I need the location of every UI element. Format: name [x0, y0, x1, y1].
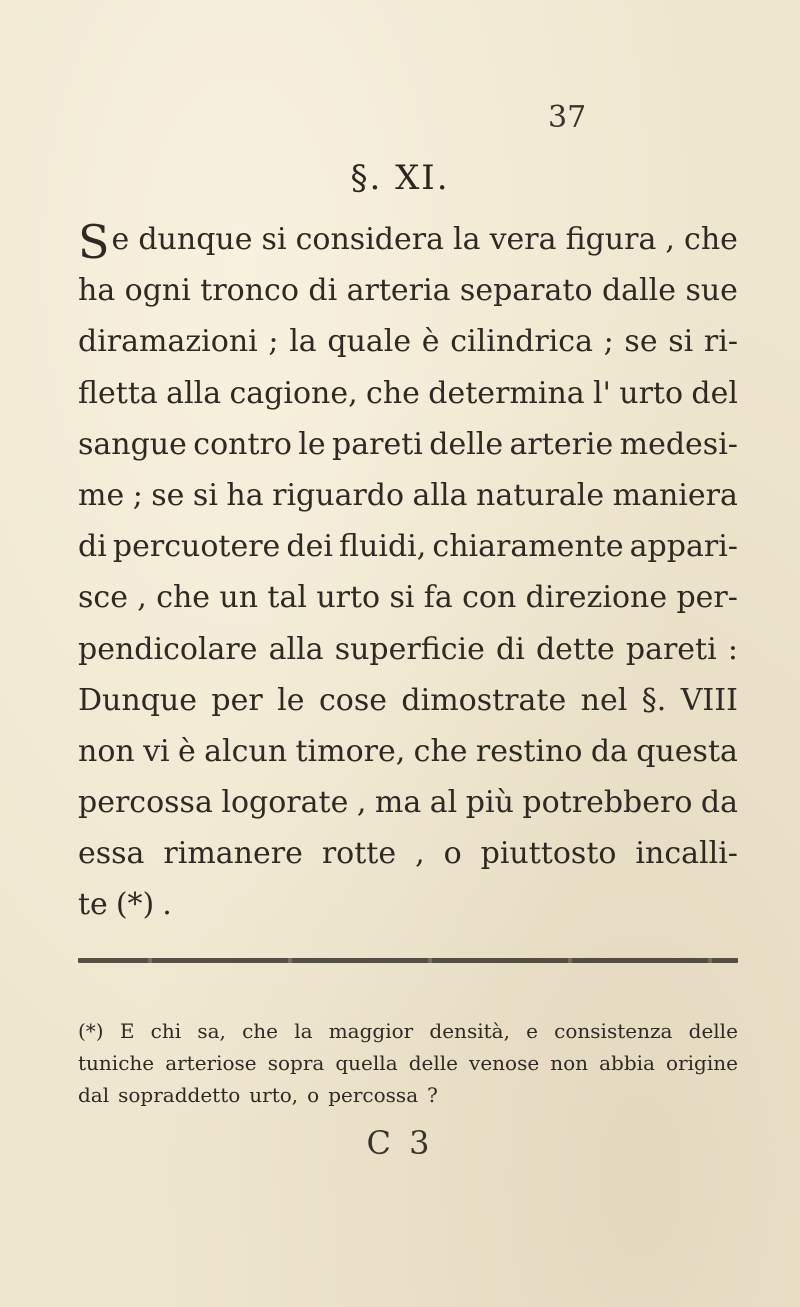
word: arteria: [346, 273, 451, 309]
word: cose: [318, 682, 387, 718]
word: delle: [408, 1051, 458, 1075]
word: dette: [535, 631, 615, 667]
word: piuttosto: [480, 836, 617, 872]
word: si: [192, 477, 218, 513]
word: te: [78, 887, 108, 923]
word: restino: [475, 733, 583, 769]
text-line: [78, 368, 738, 419]
word: dei: [286, 529, 333, 565]
word: le: [277, 682, 305, 718]
word: origine: [666, 1051, 738, 1075]
word: E: [119, 1019, 135, 1043]
word: cilindrica: [450, 324, 593, 360]
word: la: [294, 1019, 313, 1043]
footnote-line: [78, 1047, 738, 1079]
word: cagione,: [229, 375, 358, 411]
word: o: [443, 836, 462, 872]
word: si: [261, 221, 287, 257]
word: sa,: [197, 1019, 226, 1043]
word: non: [78, 733, 135, 769]
text-line: [78, 316, 738, 367]
word: logorate: [221, 785, 349, 821]
word: consistenza: [554, 1019, 673, 1043]
word: questa: [636, 733, 738, 769]
word: dunque: [138, 221, 253, 257]
word: ;: [132, 477, 143, 513]
signature-mark: C 3: [366, 1124, 434, 1162]
word: più: [465, 785, 514, 821]
word: medesi-: [619, 426, 738, 462]
word: nel: [580, 682, 628, 718]
word: che: [684, 221, 738, 257]
word: me: [78, 477, 125, 513]
word: alcun: [204, 733, 288, 769]
text-line: [78, 572, 738, 623]
word: le: [298, 426, 326, 462]
word: riguardo: [272, 477, 405, 513]
word: percuotere: [112, 529, 281, 565]
word: arteriose: [165, 1051, 257, 1075]
word: per-: [676, 580, 738, 616]
word: ?: [427, 1083, 438, 1107]
word: sangue: [78, 426, 187, 462]
word: con: [462, 580, 517, 616]
word: alla: [166, 375, 222, 411]
word: urto: [619, 375, 684, 411]
word: la: [289, 324, 317, 360]
word: percossa: [78, 785, 213, 821]
word: fletta: [78, 375, 158, 411]
word: separato: [459, 273, 593, 309]
word: si: [668, 324, 694, 360]
text-line: [78, 879, 738, 930]
word: ha: [78, 273, 116, 309]
word: abbia: [599, 1051, 655, 1075]
word: che: [366, 375, 420, 411]
footnote-line: [78, 1079, 738, 1111]
text-line: [78, 675, 738, 726]
text-line: [78, 419, 738, 470]
word: (*): [115, 887, 155, 923]
word: al: [429, 785, 458, 821]
word: .: [162, 887, 172, 923]
word: (*): [78, 1019, 104, 1043]
word: arterie: [509, 426, 614, 462]
word: ,: [137, 580, 147, 616]
word: dimostrate: [401, 682, 567, 718]
word: chiaramente: [432, 529, 624, 565]
word: ,: [665, 221, 675, 257]
word: sce: [78, 580, 128, 616]
word: ;: [603, 324, 614, 360]
word: sopraddetto: [118, 1083, 241, 1107]
word: :: [727, 631, 738, 667]
word: fluidi,: [339, 529, 427, 565]
word: diramazioni: [78, 324, 258, 360]
word: se: [624, 324, 658, 360]
word: densità,: [429, 1019, 510, 1043]
word: ;: [268, 324, 279, 360]
word: rimanere: [163, 836, 303, 872]
word: percossa: [328, 1083, 419, 1107]
word: incalli-: [635, 836, 738, 872]
word: superficie: [334, 631, 485, 667]
text-line: [78, 726, 738, 777]
word: quale: [327, 324, 412, 360]
word: §.: [641, 682, 667, 718]
word: ogni: [124, 273, 191, 309]
word: chi: [150, 1019, 182, 1043]
word: ,: [356, 785, 367, 821]
text-line: [78, 521, 738, 572]
word: dal: [78, 1083, 110, 1107]
word: tronco: [200, 273, 299, 309]
drop-cap: S: [78, 215, 110, 270]
word: VIII: [680, 682, 738, 718]
word: essa: [78, 836, 145, 872]
word: maniera: [612, 477, 738, 513]
text-line: [78, 214, 738, 270]
word: sue: [685, 273, 738, 309]
word: di: [308, 273, 338, 309]
word: vi: [143, 733, 170, 769]
word: è: [178, 733, 196, 769]
word: del: [691, 375, 738, 411]
footnote-divider: [78, 958, 738, 963]
text-line: [78, 777, 738, 828]
word: potrebbero: [522, 785, 693, 821]
word: non: [550, 1051, 589, 1075]
main-paragraph: [78, 214, 738, 931]
word: naturale: [476, 477, 605, 513]
text-line: [78, 624, 738, 675]
word: timore,: [295, 733, 406, 769]
word: ,: [415, 836, 425, 872]
word: pareti: [625, 631, 717, 667]
word: pareti: [332, 426, 423, 462]
word: appari-: [629, 529, 738, 565]
word: maggior: [328, 1019, 414, 1043]
word: pendicolare: [78, 631, 258, 667]
word: che: [156, 580, 211, 616]
word: si: [389, 580, 415, 616]
word: che: [242, 1019, 278, 1043]
word: tuniche: [78, 1051, 155, 1075]
word: dalle: [601, 273, 676, 309]
text-line: [78, 470, 738, 521]
word: se: [151, 477, 185, 513]
word: o: [307, 1083, 320, 1107]
word: rotte: [321, 836, 397, 872]
word: urto,: [249, 1083, 299, 1107]
word: ri-: [703, 324, 738, 360]
word: di: [78, 529, 107, 565]
word: che: [413, 733, 468, 769]
word: per: [211, 682, 263, 718]
page-number: 37: [548, 100, 587, 135]
word: ma: [374, 785, 422, 821]
word: fa: [423, 580, 453, 616]
word: è: [421, 324, 440, 360]
word: direzione: [525, 580, 668, 616]
word: di: [496, 631, 525, 667]
footnote-line: [78, 1015, 738, 1047]
word: l': [593, 375, 611, 411]
word: alla: [268, 631, 324, 667]
word: delle: [688, 1019, 738, 1043]
word: Dunque: [78, 682, 197, 718]
word: figura: [565, 221, 657, 257]
word: quella: [335, 1051, 398, 1075]
word: considera: [295, 221, 444, 257]
word: da: [590, 733, 628, 769]
word: contro: [193, 426, 292, 462]
word: e: [526, 1019, 538, 1043]
word: un: [219, 580, 259, 616]
word: sopra: [267, 1051, 325, 1075]
word: delle: [429, 426, 504, 462]
footnote: [78, 1015, 738, 1111]
word: e: [111, 221, 130, 257]
text-line: [78, 828, 738, 879]
word: determina: [428, 375, 585, 411]
word: ha: [226, 477, 264, 513]
word: alla: [412, 477, 468, 513]
word: vera: [489, 221, 557, 257]
word: venose: [469, 1051, 540, 1075]
word: urto: [316, 580, 381, 616]
word: da: [700, 785, 738, 821]
word: la: [453, 221, 481, 257]
section-heading: §. XI.: [350, 158, 450, 198]
text-line: [78, 265, 738, 316]
word: tal: [267, 580, 307, 616]
